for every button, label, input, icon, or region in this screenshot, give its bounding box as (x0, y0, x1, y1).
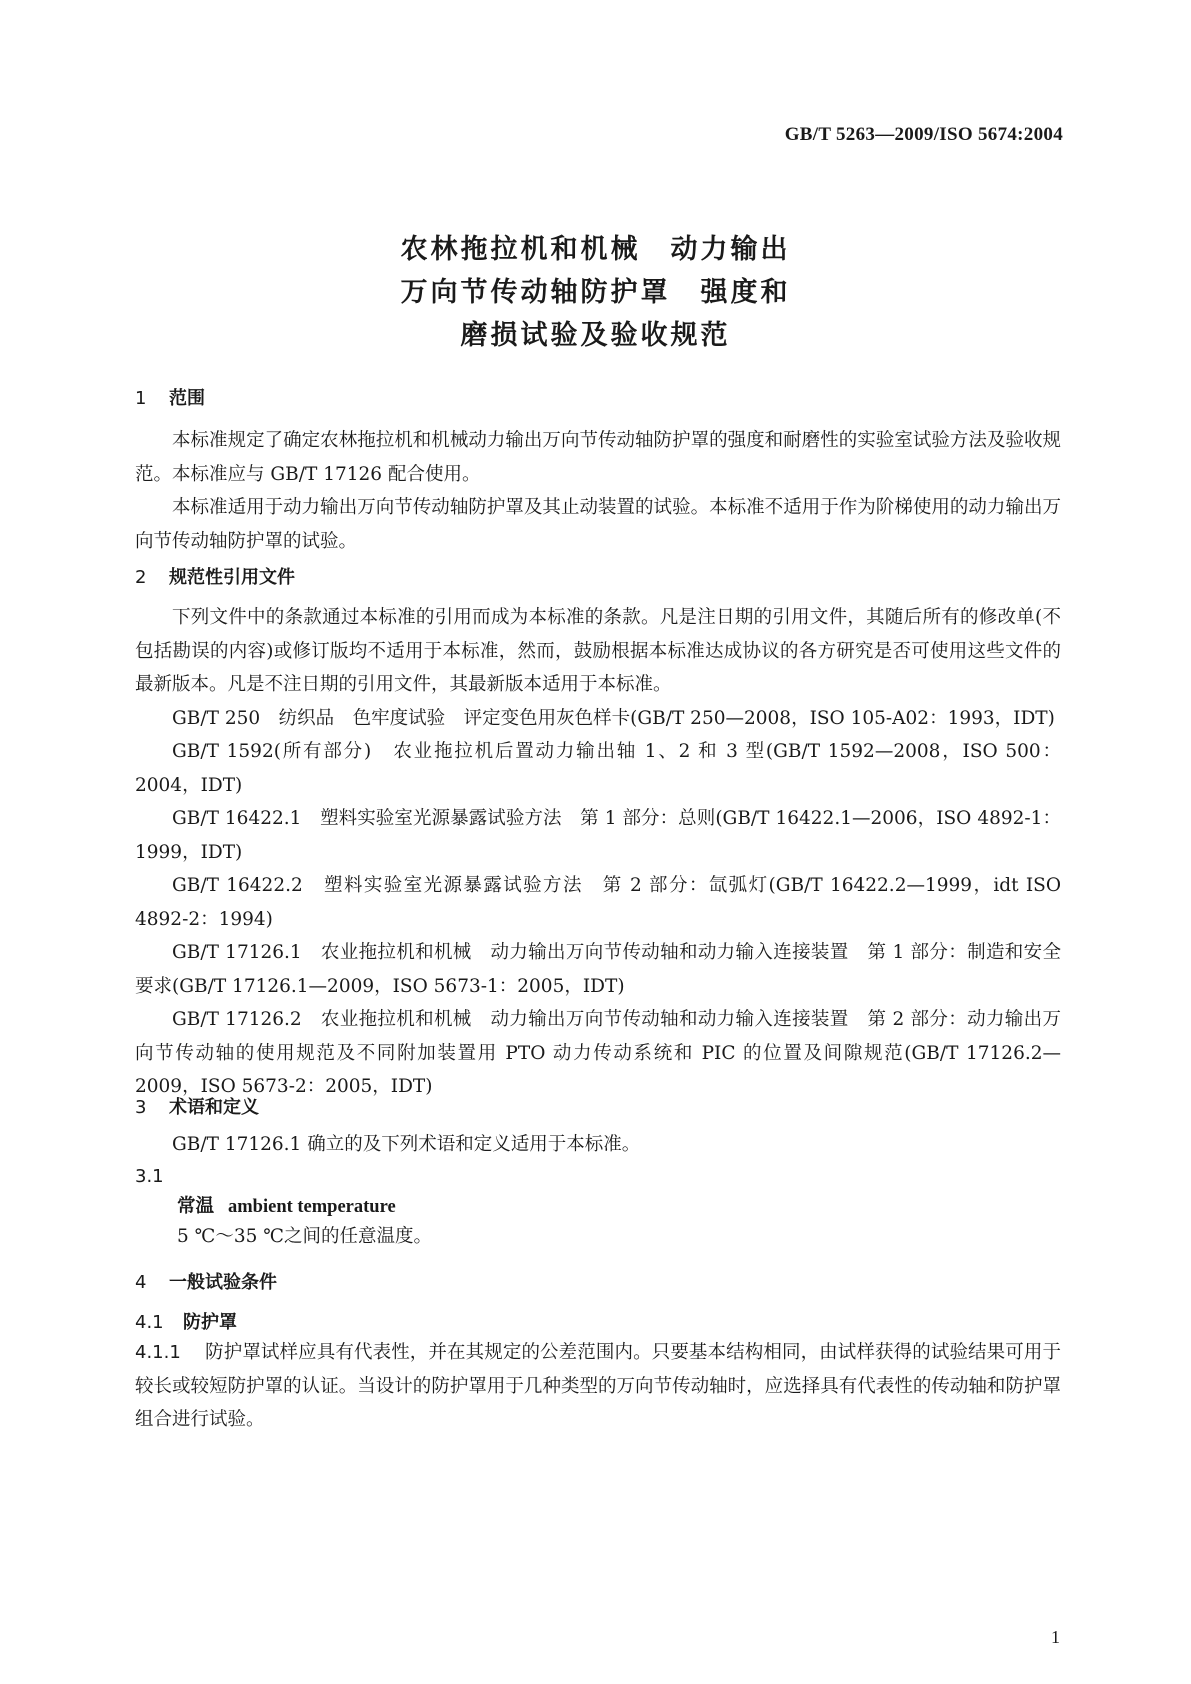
section-1-body (135, 424, 1061, 558)
document-title (0, 228, 1191, 357)
section-4-heading: 4 一般试验条件 (135, 1272, 277, 1293)
paragraph: 本标准规定了确定农林拖拉机和机械动力输出万向节传动轴防护罩的强度和耐磨性的实验室试验方法及验收规范。本标准应与 GB/T 17126 配合使用。 (135, 430, 1061, 485)
reference-item: GB/T 250 纺织品 色牢度试验 评定变色用灰色样卡(GB/T 250—2008，ISO 105-A02：1993，IDT) (172, 707, 1055, 729)
reference-item: GB/T 17126.1 农业拖拉机和机械 动力输出万向节传动轴和动力输入连接装置 第 1 部分：制造和安全要求(GB/T 17126.1—2009，ISO 5673-1：2005，IDT) (135, 942, 1061, 997)
page-number: 1 (1051, 1627, 1060, 1647)
paragraph: 下列文件中的条款通过本标准的引用而成为本标准的条款。凡是注日期的引用文件，其随后所有的修改单(不包括勘误的内容)或修订版均不适用于本标准，然而，鼓励根据本标准达成协议的各方研究是否可使用这些文件的最新版本。凡是不注日期的引用文件，其最新版本适用于本标准。 (135, 607, 1061, 695)
title-line-2: 万向节传动轴防护罩 强度和 (400, 277, 791, 308)
term-number: 3.1 (135, 1165, 164, 1187)
term-english: ambient temperature (228, 1196, 396, 1217)
section-1-heading: 1 范围 (135, 388, 205, 409)
reference-item: GB/T 17126.2 农业拖拉机和机械 动力输出万向节传动轴和动力输入连接装置 第 2 部分：动力输出万向节传动轴的使用规范及不同附加装置用 PTO 动力传动系统和 PIC 的位置及间隙规范(GB/T 17126.2—2009，ISO 5673-2：2005，IDT) (135, 1009, 1061, 1097)
paragraph: 本标准适用于动力输出万向节传动轴防护罩及其止动装置的试验。本标准不适用于作为阶梯使用的动力输出万向节传动轴防护罩的试验。 (135, 497, 1061, 552)
reference-item: GB/T 1592(所有部分) 农业拖拉机后置动力输出轴 1、2 和 3 型(GB/T 1592—2008，ISO 500：2004，IDT) (135, 741, 1061, 796)
title-line-3: 磨损试验及验收规范 (460, 320, 731, 351)
reference-item: GB/T 16422.2 塑料实验室光源暴露试验方法 第 2 部分：氙弧灯(GB/T 16422.2—1999，idt ISO 4892-2：1994) (135, 875, 1061, 930)
reference-item: GB/T 16422.1 塑料实验室光源暴露试验方法 第 1 部分：总则(GB/T 16422.1—2006，ISO 4892-1：1999，IDT) (135, 808, 1061, 863)
term-chinese: 常温 (177, 1195, 215, 1217)
standard-code: GB/T 5263—2009/ISO 5674:2004 (784, 124, 1063, 145)
section-4-1-heading: 4.1 防护罩 (135, 1312, 237, 1333)
clause-4-1-1 (135, 1336, 1061, 1437)
section-3-body (135, 1128, 1061, 1252)
section-2-body (135, 601, 1061, 1104)
title-line-1: 农林拖拉机和机械 动力输出 (400, 234, 791, 265)
section-3-heading: 3 术语和定义 (135, 1097, 259, 1118)
section-2-heading: 2 规范性引用文件 (135, 567, 295, 588)
term-entry (135, 1192, 1061, 1222)
clause-text: 防护罩试样应具有代表性，并在其规定的公差范围内。只要基本结构相同，由试样获得的试验结果可用于较长或较短防护罩的认证。当设计的防护罩用于几种类型的万向节传动轴时，应选择具有代表性的传动轴和防护罩组合进行试验。 (135, 1342, 1061, 1430)
paragraph: GB/T 17126.1 确立的及下列术语和定义适用于本标准。 (172, 1134, 641, 1155)
clause-number: 4.1.1 (135, 1342, 181, 1363)
term-definition: 5 ℃～35 ℃之间的任意温度。 (177, 1225, 432, 1247)
